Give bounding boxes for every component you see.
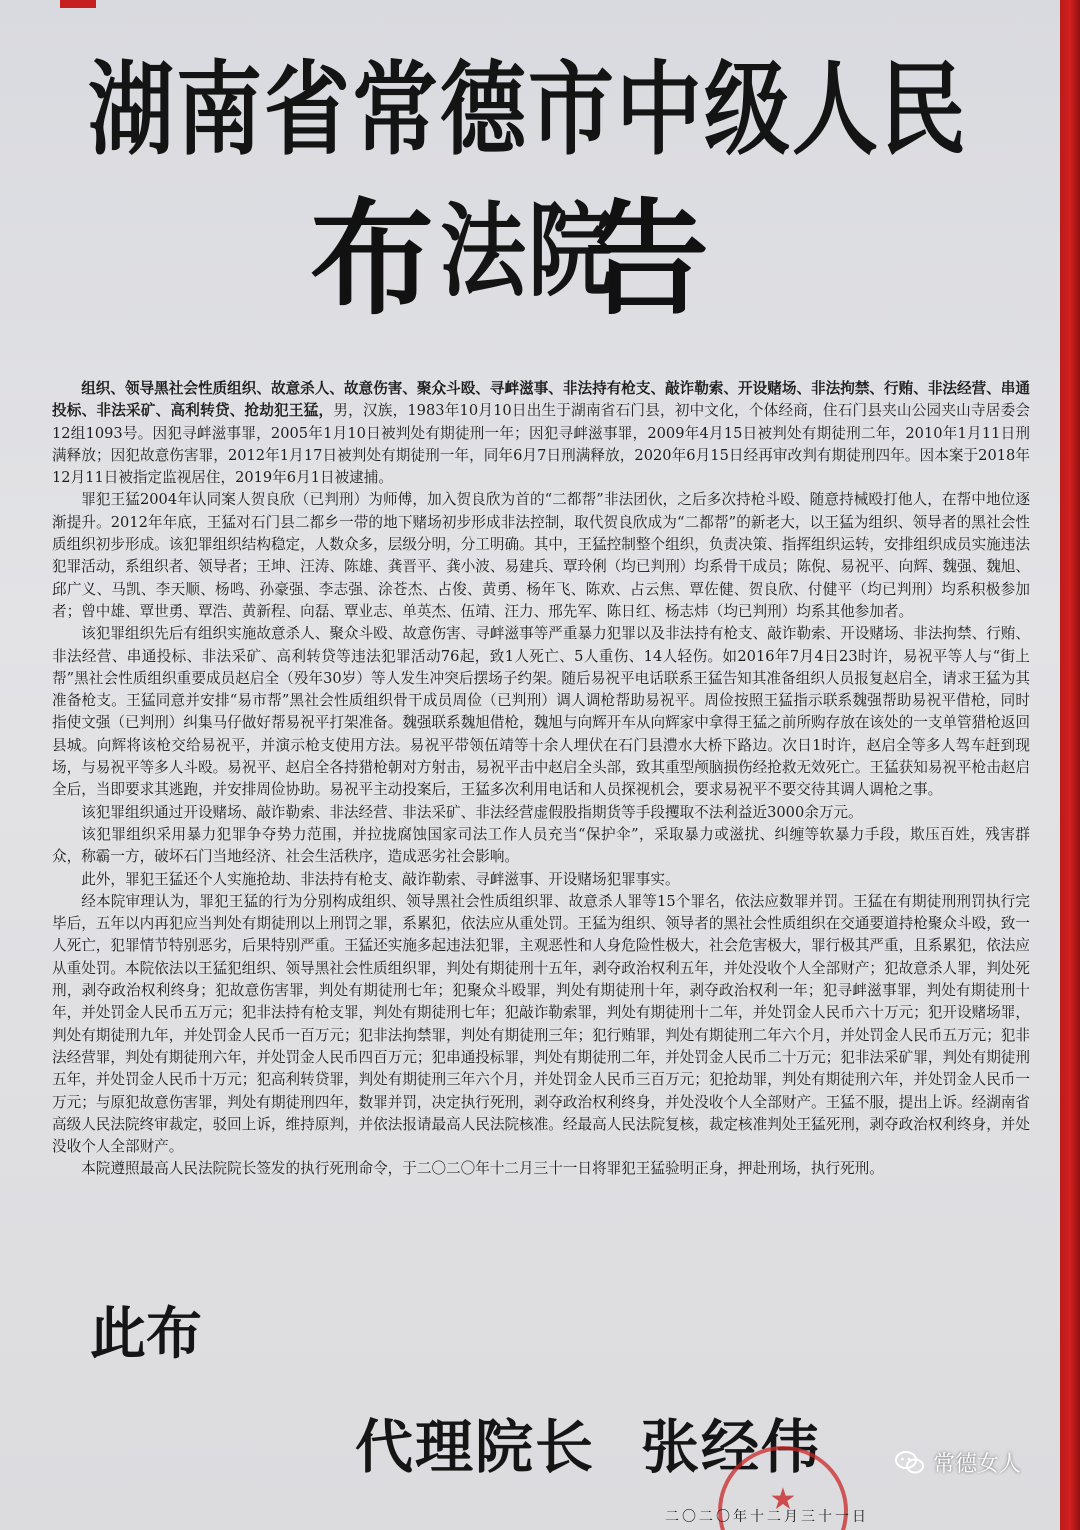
organization-paragraph: 罪犯王猛2004年认同案人贺良欣（已判刑）为师傅，加入贺良欣为首的“二都帮”非法团伙，之后多次持枪斗殴、随意持械殴打他人，在帮中地位逐渐提升。2012年年底，王猛对石门县二都乡一带的地下赌场初步形成非法控制，取代贺良欣成为“二都帮”的新老大，以王猛为组织、领导者的黑社会性质组织初步形成。该犯罪组织结构稳定，人数众多，层级分明，分工明确。其中，王猛控制整个组织，负责决策、指挥组织运转，安排组织成员实施违法犯罪活动，系组织者、领导者；王坤、汪涛、陈雄、龚晋平、龚小波、易建兵、覃玲俐（均已判刑）均系骨干成员；陈倪、易祝平、向辉、魏强、魏旭、邱广义、马凯、李天顺、杨鸣、孙豪强、李志强、涂苍杰、占俊、黄勇、杨年飞、陈欢、占云焦、覃佐健、贺良欣、付健平（均已判刑）均系积极参加者；曾中雄、覃世勇、覃浩、黄新程、向磊、覃业志、单英杰、伍靖、汪力、邢先军、陈日红、杨志炜（均已判刑）均系其他参加者。 bbox=[52, 491, 1030, 620]
illegal-gains-paragraph: 该犯罪组织通过开设赌场、敲诈勒索、非法经营、非法采矿、非法经营虚假股指期货等手段攫取不法利益近3000余万元。 bbox=[81, 803, 863, 821]
notice-title-char-1: 布 bbox=[310, 188, 435, 332]
watermark-text: 常德女人 bbox=[933, 1452, 1022, 1477]
notice-body bbox=[52, 378, 1030, 1181]
notice-title-char-2: 告 bbox=[585, 188, 710, 332]
notice-date: 二〇二〇年十二月三十一日 bbox=[665, 1509, 869, 1525]
social-harm-paragraph: 该犯罪组织采用暴力犯罪争夺势力范围，并拉拢腐蚀国家司法工作人员充当“保护伞”，采取暴力或滋扰、纠缠等软暴力手段，欺压百姓，残害群众，称霸一方，破坏石门当地经济、社会生活秩序，造成恶劣社会影响。 bbox=[52, 825, 1030, 866]
crimes-paragraph: 该犯罪组织先后有组织实施故意杀人、聚众斗殴、故意伤害、寻衅滋事等严重暴力犯罪以及非法持有枪支、敲诈勒索、开设赌场、非法拘禁、行贿、非法经营、串通投标、非法采矿、高利转贷等违法犯罪活动76起，致1人死亡、5人重伤、14人轻伤。如2016年7月4日23时许，易祝平等人与“街上帮”黑社会性质组织重要成员赵启全（殁年30岁）等人发生冲突后摆场子约架。随后易祝平电话联系王猛告知其准备组织人员报复赵启全，请求王猛为其准备枪支。王猛同意并安排“易市帮”黑社会性质组织骨干成员周俭（已判刑）调人调枪帮助易祝平。周俭按照王猛指示联系魏强帮助易祝平借枪，同时指使文强（已判刑）纠集马仔做好帮易祝平打架准备。魏强联系魏旭借枪，魏旭与向辉开车从向辉家中拿得王猛之前所购存放在该处的一支单管猎枪返回县城。向辉将该枪交给易祝平，并演示枪支使用方法。易祝平带领伍靖等十余人埋伏在石门县澧水大桥下路边。次日1时许，赵启全等多人驾车赶到现场，与易祝平等多人斗殴。易祝平、赵启全各持猎枪朝对方射击，易祝平击中赵启全头部，致其重型颅脑损伤经抢救无效死亡。王猛获知易祝平枪击赵启全后，当即要求其逃跑，并安排周俭协助。易祝平主动投案后，王猛多次利用电话和人员探视机会，要求易祝平不要交待其调人调枪之事。 bbox=[52, 625, 1030, 799]
signer-title: 代理院长 bbox=[355, 1413, 596, 1481]
red-border-edge bbox=[1060, 0, 1080, 1530]
seal-star-icon: ★ bbox=[769, 1482, 797, 1517]
intro-paragraph bbox=[52, 378, 1030, 489]
signer-name: 张经伟 bbox=[641, 1413, 822, 1481]
court-name-heading: 湖南省常德市中级人民法院 bbox=[88, 51, 968, 312]
defendant-profile: 男，汉族，1983年10月10日出生于湖南省石门县，初中文化，个体经商，住石门县夹山公园夹山寺居委会12组1093号。因犯寻衅滋事罪，2005年1月10日被判处有期徒刑一年；因犯寻衅滋事罪，2009年4月15日被判处有期徒刑二年，2010年1月11日刑满释放；因犯故意伤害罪，2012年1月17日被判处有期徒刑一年，同年6月7日刑满释放，2020年6月15日经再审改判有期徒刑四年。因本案于2018年12月11日被指定监视居住，2019年6月1日被逮捕。 bbox=[52, 402, 1030, 487]
judgment-paragraph: 经本院审理认为，罪犯王猛的行为分别构成组织、领导黑社会性质组织罪、故意杀人罪等15个罪名，依法应数罪并罚。王猛在有期徒刑刑罚执行完毕后，五年以内再犯应当判处有期徒刑以上刑罚之罪，系累犯，依法应从重处罚。王猛为组织、领导者的黑社会性质组织在交通要道持枪聚众斗殴，致一人死亡，犯罪情节特别恶劣，后果特别严重。王猛还实施多起违法犯罪，主观恶性和人身危险性极大，社会危害极大，罪行极其严重，且系累犯，依法应从重处罚。本院依法以王猛犯组织、领导黑社会性质组织罪，判处有期徒刑十五年，剥夺政治权利五年，并处没收个人全部财产；犯故意杀人罪，判处死刑，剥夺政治权利终身；犯故意伤害罪，判处有期徒刑七年；犯聚众斗殴罪，判处有期徒刑十年，剥夺政治权利一年；犯寻衅滋事罪，判处有期徒刑十年，并处罚金人民币五万元；犯非法持有枪支罪，判处有期徒刑七年；犯敲诈勒索罪，判处有期徒刑十二年，并处罚金人民币六十万元；犯开设赌场罪，判处有期徒刑九年，并处罚金人民币一百万元；犯非法拘禁罪，判处有期徒刑三年；犯行贿罪，判处有期徒刑二年六个月，并处罚金人民币五万元；犯非法经营罪，判处有期徒刑六年，并处罚金人民币四百万元；犯串通投标罪，判处有期徒刑二年，并处罚金人民币二十万元；犯非法采矿罪，判处有期徒刑五年，并处罚金人民币十万元；犯高利转贷罪，判处有期徒刑三年六个月，并处罚金人民币三百万元；犯抢劫罪，判处有期徒刑六年，并处罚金人民币一万元；与原犯故意伤害罪，判处有期徒刑四年，数罪并罚，决定执行死刑，剥夺政治权利终身，并处没收个人全部财产。王猛不服，提出上诉。经湖南省高级人民法院终审裁定，驳回上诉，维持原判，并依法报请最高人民法院核准。经最高人民法院复核，裁定核准判处王猛死刑，剥夺政治权利终身，并处没收个人全部财产。 bbox=[52, 892, 1030, 1156]
wechat-icon bbox=[895, 1451, 925, 1475]
red-paper-corner bbox=[60, 0, 96, 8]
charges-list: 组织、领导黑社会性质组织、故意杀人、故意伤害、聚众斗殴、寻衅滋事、非法持有枪支、敲诈勒索、开设赌场、非法拘禁、行贿、非法经营、串通投标、非法采矿、高利转贷、抢劫犯王猛， bbox=[52, 380, 1030, 420]
other-crimes-paragraph: 此外，罪犯王猛还个人实施抢劫、非法持有枪支、敲诈勒索、寻衅滋事、开设赌场犯罪事实。 bbox=[81, 870, 680, 888]
watermark bbox=[895, 1447, 1021, 1478]
closing-phrase: 此布 bbox=[90, 1302, 202, 1367]
execution-paragraph: 本院遵照最高人民法院院长签发的执行死刑命令，于二〇二〇年十二月三十一日将罪犯王猛验明正身，押赴刑场，执行死刑。 bbox=[81, 1160, 884, 1178]
